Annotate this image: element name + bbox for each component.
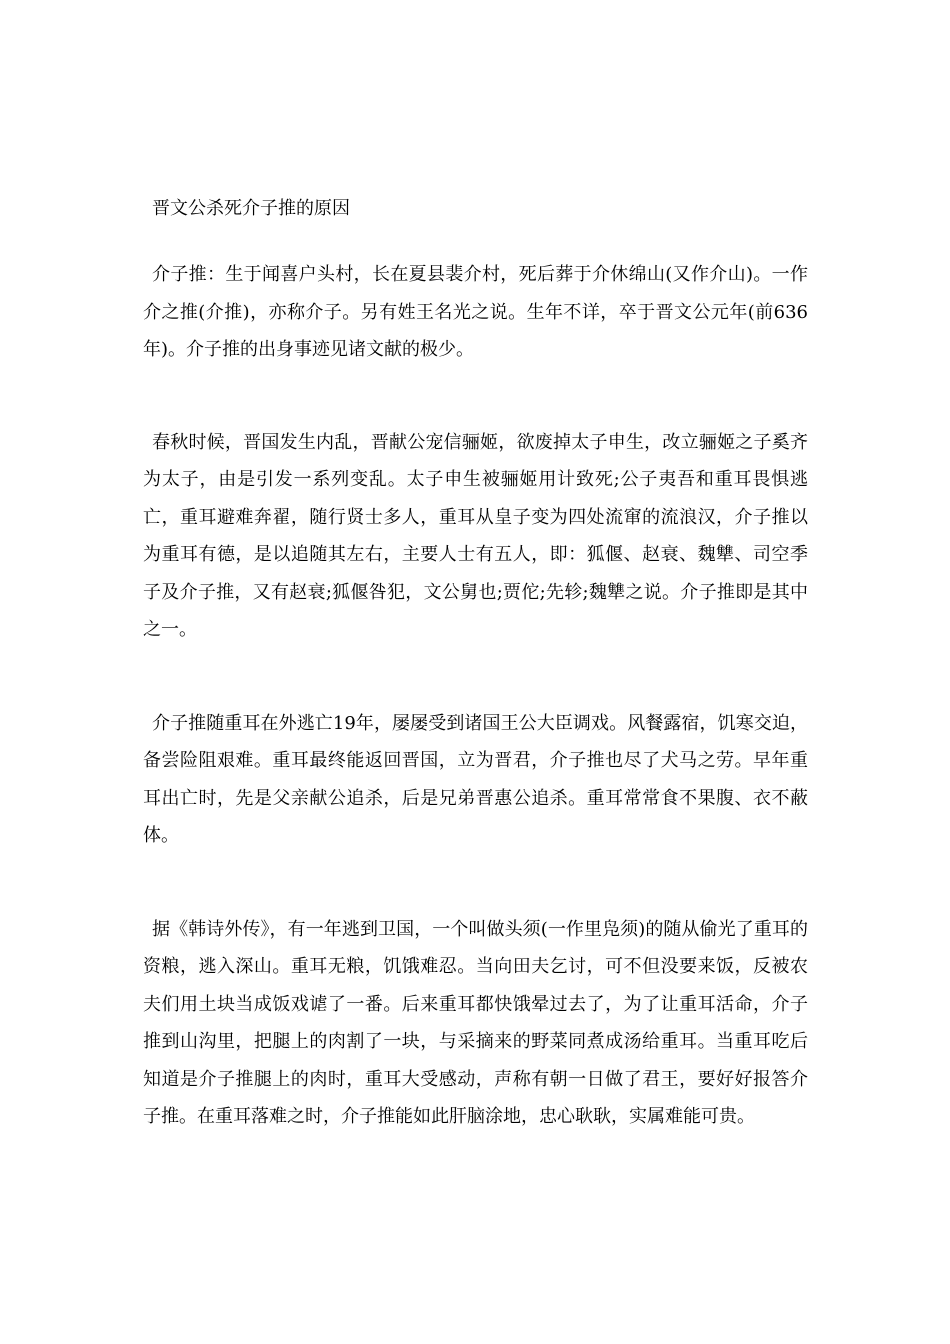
paragraph-intro: 介子推：生于闻喜户头村，长在夏县裴介村，死后葬于介休绵山(又作介山)。一作介之推(介推)，亦称介子。另有姓王名光之说。生年不详，卒于晋文公元年(前636年)。介子推的出身事迹见诸文献的极少。	[143, 264, 808, 360]
paragraph-exile: 介子推随重耳在外逃亡19年，屡屡受到诸国王公大臣调戏。风餐露宿，饥寒交迫，备尝险阻艰难。重耳最终能返回晋国，立为晋君，介子推也尽了犬马之劳。早年重耳出亡时，先是父亲献公追杀，后是兄弟晋惠公追杀。重耳常常食不果腹、衣不蔽体。	[143, 712, 808, 846]
paragraph-background: 春秋时候，晋国发生内乱，晋献公宠信骊姬，欲废掉太子申生，改立骊姬之子奚齐为太子，由是引发一系列变乱。太子申生被骊姬用计致死;公子夷吾和重耳畏惧逃亡，重耳避难奔翟，随行贤士多人，重耳从皇子变为四处流窜的流浪汉，介子推以为重耳有德，是以追随其左右，主要人士有五人，即：狐偃、赵衰、魏犨、司空季子及介子推，又有赵衰;狐偃咎犯，文公舅也;贾佗;先轸;魏犨之说。介子推即是其中之一。	[143, 431, 808, 640]
paragraph-sacrifice: 据《韩诗外传》，有一年逃到卫国，一个叫做头须(一作里凫须)的随从偷光了重耳的资粮，逃入深山。重耳无粮，饥饿难忍。当向田夫乞讨，可不但没要来饭，反被农夫们用土块当成饭戏谑了一番。后来重耳都快饿晕过去了，为了让重耳活命，介子推到山沟里，把腿上的肉割了一块，与采摘来的野菜同煮成汤给重耳。当重耳吃后知道是介子推腿上的肉时，重耳大受感动，声称有朝一日做了君王，要好好报答介子推。在重耳落难之时，介子推能如此肝脑涂地，忠心耿耿，实属难能可贵。	[143, 918, 808, 1127]
document-body	[143, 194, 808, 1136]
document-title: 晋文公杀死介子推的原因	[152, 198, 350, 219]
